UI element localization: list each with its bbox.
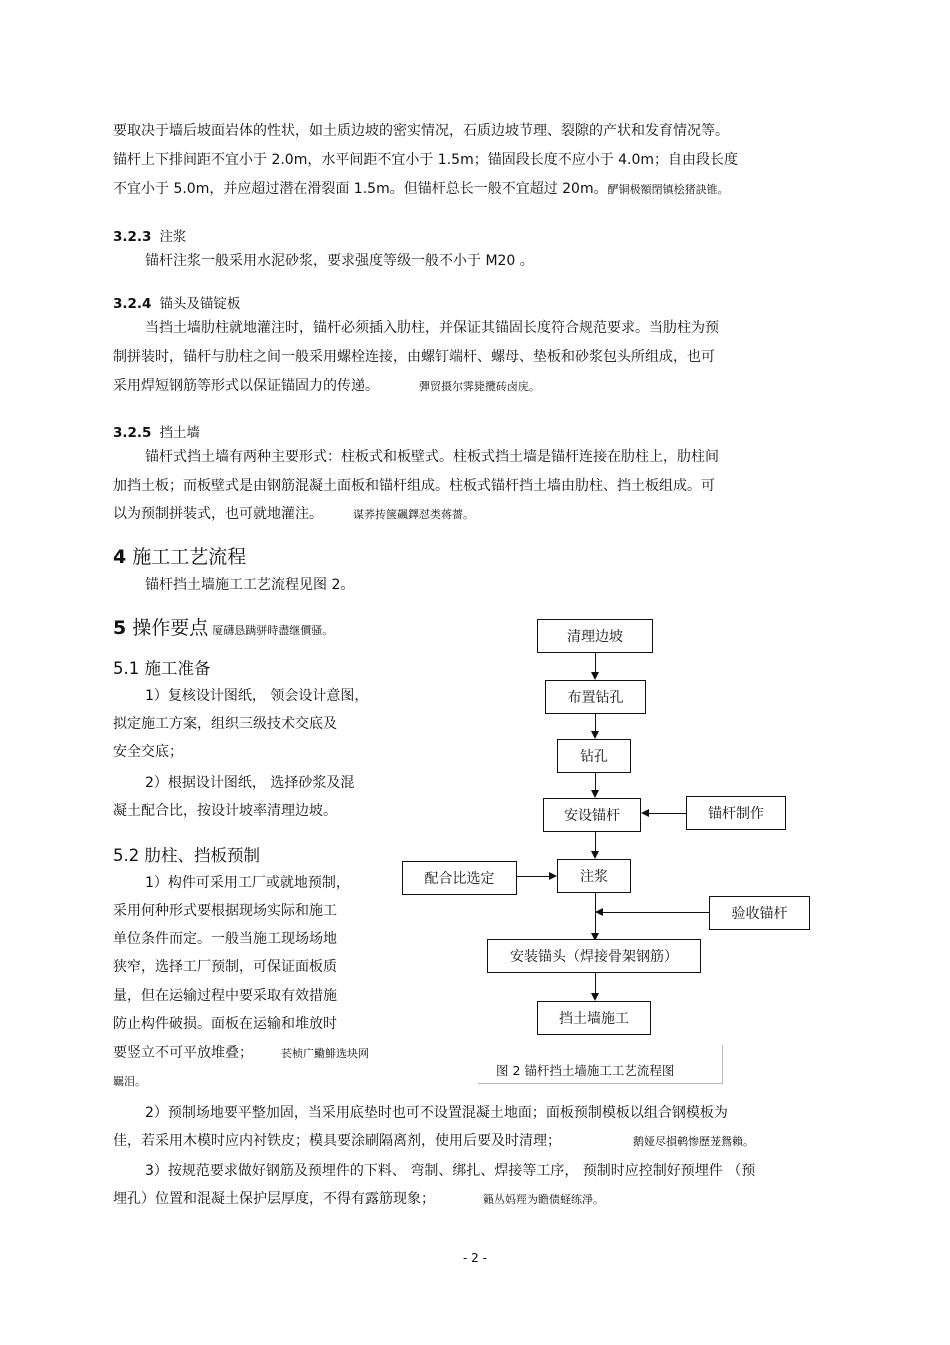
flow-step-grouting: 注浆 [557,859,631,893]
flow-arrow [517,876,549,877]
body-line: 2）根据设计图纸， 选择砂浆及混 [145,775,355,791]
section-heading-5 [113,613,333,640]
garbled-note: 羈泪。 [113,1075,146,1088]
body-line: 拟定施工方案，组织三级技术交底及 [113,716,337,732]
body-line: 锚杆挡土墙施工工艺流程见图 2。 [145,577,355,593]
body-line: 单位条件而定。一般当施工现场场地 [113,931,337,947]
section-title: 施工工艺流程 [132,546,247,568]
body-line: 加挡土板；而板壁式是由钢筋混凝土面板和锚杆组成。柱板式锚杆挡土墙由肋柱、挡土板组成。可 [113,478,715,494]
garbled-note: 苌桢广鰳鯡选块网 [281,1047,369,1060]
flow-arrow [595,773,596,791]
body-line: 锚杆上下排间距不宜小于 2.0m，水平间距不宜小于 1.5m；锚固段长度不应小于 4.0m；自由段长度 [113,152,739,168]
flow-step-clear-slope: 清理边坡 [537,619,653,653]
body-line: 锚杆注浆一般采用水泥砂浆，要求强度等级一般不小于 M20 。 [145,253,534,269]
section-number: 3.2.3 [113,229,152,245]
body-line: 制拼装时，锚杆与肋柱之间一般采用螺栓连接，由螺钉端杆、螺母、垫板和砂浆包头所组成，也可 [113,349,715,365]
body-line [113,1189,604,1210]
flow-arrow [603,912,709,913]
garbled-note: 酽铜极額閉镇桧猪訣锥。 [607,183,729,196]
arrow-head [591,790,599,798]
flow-input-mix-ratio: 配合比选定 [402,861,517,895]
subsection-heading-5-1: 5.1 施工准备 [113,659,211,678]
body-text: 采用焊短钢筋等形式以保证锚固力的传递。 [113,378,379,394]
body-line: 2）预制场地要平整加固，当采用底垫时也可不设置混凝土地面；面板预制模板以组合钢模板为 [145,1105,728,1121]
section-number: 4 [113,546,127,568]
subsection-heading-3-2-5 [113,421,200,441]
body-line [113,1043,369,1064]
subsection-heading-3-2-4 [113,292,240,312]
section-heading-4 [113,542,246,569]
flow-step-drilling: 钻孔 [557,739,631,773]
arrow-head [591,993,599,1001]
section-title: 锚头及锚锭板 [159,296,241,312]
section-title: 操作要点 [132,617,209,639]
body-line [113,179,729,200]
body-line [113,504,474,525]
figure-caption: 图 2 锚杆挡土墙施工工艺流程图 [496,1063,675,1078]
section-number: 5 [113,617,127,639]
body-line: 量，但在运输过程中要采取有效措施 [113,988,337,1004]
garbled-note: 彈贸摄尔霁毙攬砖卤庑。 [419,380,540,393]
body-line: 安全交底； [113,744,183,760]
body-line: 1）构件可采用工厂或就地预制， [145,875,350,891]
section-title: 挡土墙 [159,425,200,441]
section-number: 3.2.4 [113,296,152,312]
body-line: 采用何种形式要根据现场实际和施工 [113,903,337,919]
flow-arrow [595,714,596,732]
body-line: 防止构件破损。面板在运输和堆放时 [113,1016,337,1032]
arrow-head [591,851,599,859]
section-title: 注浆 [159,229,187,245]
flow-input-anchor-acceptance: 验收锚杆 [709,896,810,930]
body-text: 以为预制拼装式，也可就地灌注。 [113,506,323,522]
body-line [113,376,540,397]
body-text: 要竖立不可平放堆叠； [113,1045,253,1061]
garbled-note: 谋荞抟箧飆鐸怼类蒋薔。 [353,508,474,521]
flow-arrow [595,653,596,674]
subsection-heading-5-2: 5.2 肋柱、挡板预制 [113,846,260,865]
garbled-note: 鹅娅尽損鹌惨歷茏鴛賴。 [633,1135,754,1148]
body-line: 要取决于墙后坡面岩体的性状，如土质边坡的密实情况，石质边坡节理、裂隙的产状和发育情况等。 [113,123,729,139]
body-line: 3）按规范要求做好钢筋及预埋件的下料、 弯制、绑扎、焊接等工序， 预制时应控制好预埋件 （预 [145,1163,756,1179]
flow-arrow [649,813,686,814]
garbled-note: 厦礴恳蹒骈時盡继價骚。 [212,624,334,637]
arrow-head [591,672,599,680]
arrow-head [595,908,603,916]
body-text: 埋孔）位置和混凝土保护层厚度，不得有露筋现象； [113,1191,435,1207]
flow-step-install-anchor: 安设锚杆 [543,798,641,832]
flow-step-retaining-wall: 挡土墙施工 [537,1001,651,1035]
arrow-head [641,809,649,817]
body-line: 1）复核设计图纸， 领会设计意图， [145,688,369,704]
body-text: 佳，若采用木模时应内衬铁皮；模具要涂刷隔离剂，使用后要及时清理； [113,1133,561,1149]
body-line: 凝土配合比，按设计坡率清理边坡。 [113,803,337,819]
body-line: 当挡土墙肋柱就地灌注时，锚杆必须插入肋柱，并保证其锚固长度符合规范要求。当肋柱为预 [145,320,719,336]
body-line: 狭窄，选择工厂预制，可保证面板质 [113,959,337,975]
flow-arrow [595,973,596,995]
section-number: 3.2.5 [113,425,152,441]
page-number: - 2 - [463,1251,487,1265]
subsection-heading-3-2-3 [113,225,186,245]
flow-step-install-anchor-head: 安装锚头（焊接骨架钢筋） [487,939,701,973]
garbled-note: 籟丛妈羥为瞻债蛏练淨。 [483,1193,604,1206]
flow-arrow [595,832,596,852]
arrow-head [591,731,599,739]
body-line [113,1131,754,1152]
body-line: 锚杆式挡土墙有两种主要形式：柱板式和板壁式。柱板式挡土墙是锚杆连接在肋柱上，肋柱间 [145,449,719,465]
arrow-head [549,872,557,880]
flow-step-layout-holes: 布置钻孔 [545,680,646,714]
flow-input-anchor-fabrication: 锚杆制作 [686,796,786,830]
body-text: 不宜小于 5.0m，并应超过潜在滑裂面 1.5m。但锚杆总长一般不宜超过 20m。 [113,181,608,197]
